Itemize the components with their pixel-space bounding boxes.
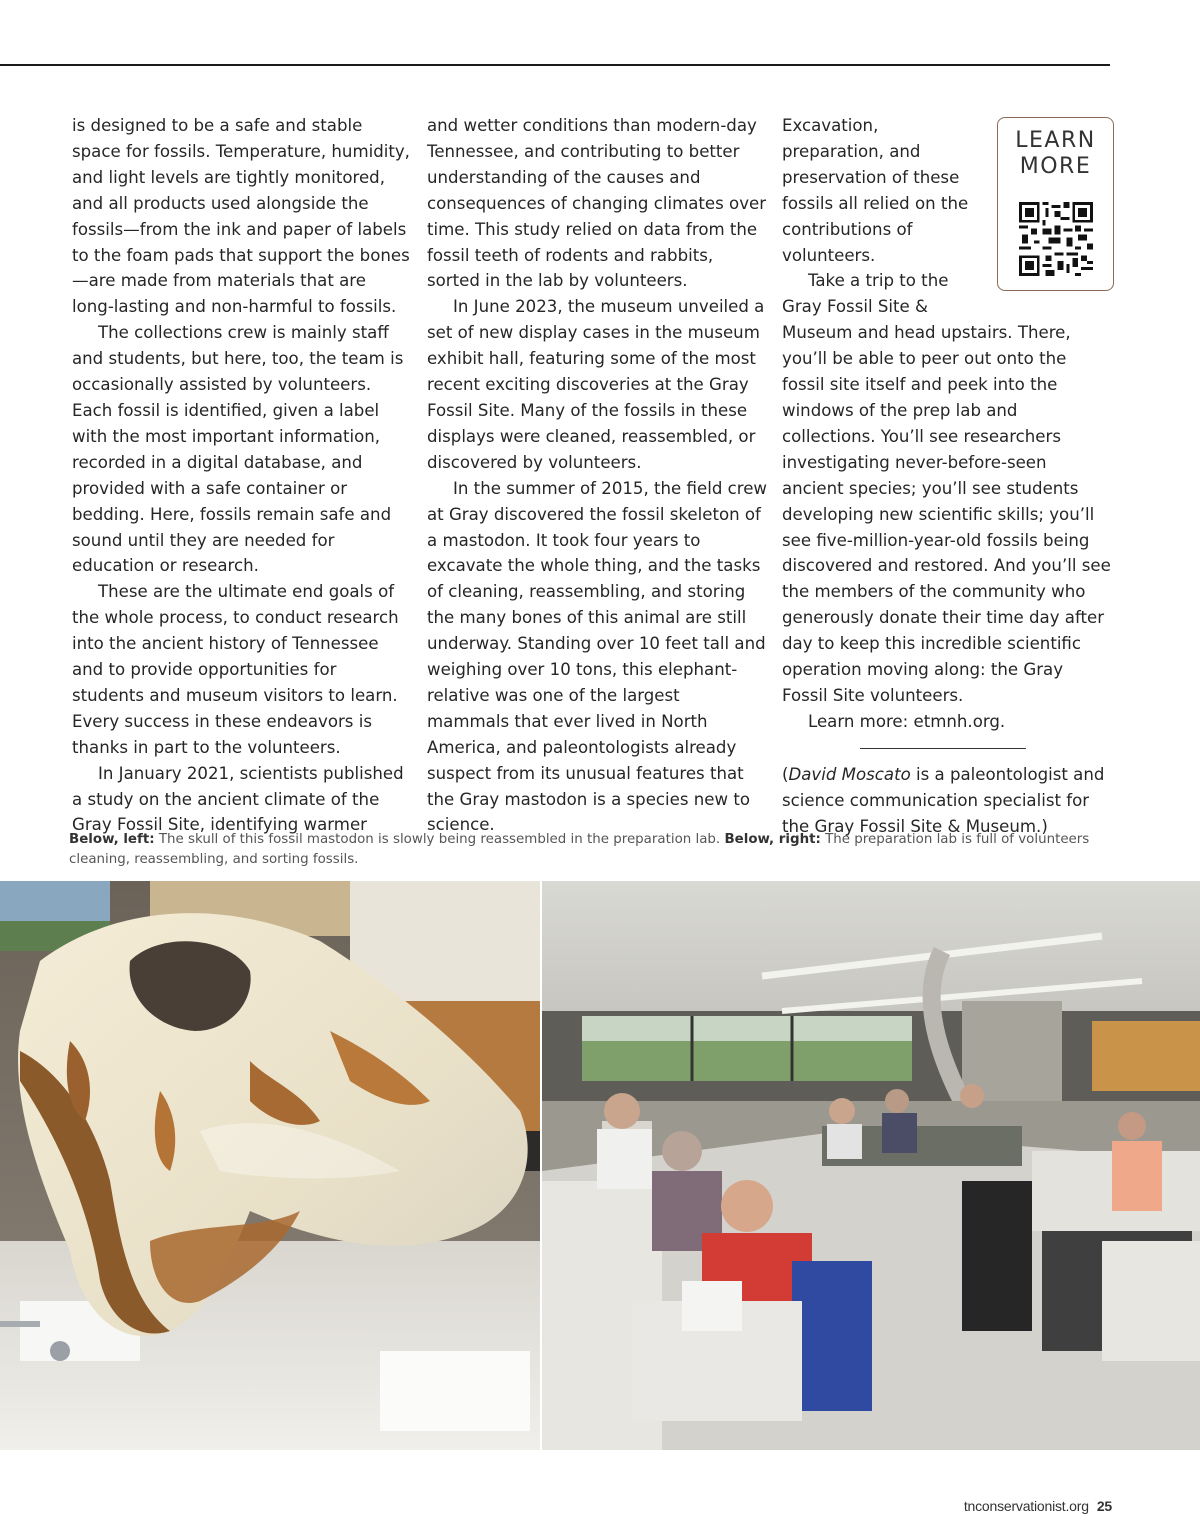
col1-paragraph-1: is designed to be a safe and stable space for fossils. Temperature, humidity, and light levels are tightly monitored, and all products used alongside the fossils—from the ink and paper of labels to the foam pads that support the bones—are made from materials that are long-lasting and non-harmful to fossils. xyxy=(72,116,410,317)
page-number: 25 xyxy=(1096,1498,1112,1514)
col3-paragraph-1: Excavation, preparation, and preservation of these fossils all relied on the contributions of volunteers. xyxy=(782,116,969,265)
col2-paragraph-3: In the summer of 2015, the field crew at Gray discovered the fossil skeleton of a mastodon. It took four years to excavate the whole thing, and the tasks of cleaning, reassembling, and storing the many bones of this animal are still underway. Standing over 10 feet tall and weighing over 10 tons, this elephant-relative was one of the largest mammals that ever lived in North America, and paleontologists already suspect from its unusual features that the Gray mastodon is a species new to science. xyxy=(427,478,767,835)
col3-paragraph-3: Learn more: etmnh.org. xyxy=(808,711,1006,731)
footer-site[interactable]: tnconservationist.org xyxy=(963,1498,1089,1514)
caption-left-label: Below, left: xyxy=(69,832,155,847)
caption-left-text: The skull of this fossil mastodon is slowly being reassembled in the preparation lab. xyxy=(154,832,725,847)
article-column-2 xyxy=(427,113,767,838)
article-column-3 xyxy=(782,113,1112,839)
learn-more-label-line2: MORE xyxy=(1019,154,1092,179)
page-footer xyxy=(964,1498,1112,1514)
col1-paragraph-2: The collections crew is mainly staff and students, but here, too, the team is occasionally assisted by volunteers. Each fossil is identified, given a label with the most important information, recorded in a digital database, and provided with a safe container or bedding. Here, fossils remain safe and sound until they are needed for education or research. xyxy=(72,323,404,576)
author-bio xyxy=(782,762,1112,840)
preparation-lab-photo xyxy=(542,881,1200,1450)
photo-caption xyxy=(69,830,1149,870)
learn-more-label-line1: LEARN xyxy=(1015,128,1096,153)
col2-paragraph-2: In June 2023, the museum unveiled a set of new display cases in the museum exhibit hall, featuring some of the most recent exciting discoveries at the Gray Fossil Site. Many of the fossils in these displays were cleaned, reassembled, or discovered by volunteers. xyxy=(427,297,765,472)
mastodon-skull-photo xyxy=(0,881,540,1450)
col1-paragraph-3: These are the ultimate end goals of the whole process, to conduct research into the ancient history of Tennessee and to provide opportunities for students and museum visitors to learn. Every success in these endeavors is thanks in part to the volunteers. xyxy=(72,582,399,757)
caption-right-text: The preparation lab is full of volunteers cleaning, reassembling, and sorting fossils. xyxy=(69,832,1090,867)
qr-code-icon[interactable] xyxy=(1019,202,1093,276)
col3-paragraph-2: Take a trip to the Gray Fossil Site & Museum and head upstairs. There, you’ll be able to peer out onto the fossil site itself and peek into the windows of the prep lab and collections. You’ll see researchers investigating never-before-seen ancient species; you’ll see students developing new scientific skills; you’ll see five-million-year-old fossils being discovered and restored. And you’ll see the members of the community who generously donate their time day after day to keep this incredible scientific operation moving along: the Gray Fossil Site volunteers. xyxy=(782,271,1111,705)
col2-paragraph-1: and wetter conditions than modern-day Tennessee, and contributing to better understanding of the causes and consequences of changing climates over time. This study relied on data from the fossil teeth of rodents and rabbits, sorted in the lab by volunteers. xyxy=(427,116,767,291)
bio-text: is a paleontologist and science communication specialist for the Gray Fossil Site & Museum.) xyxy=(782,764,1105,836)
article-end-rule xyxy=(860,748,1026,749)
col1-paragraph-4: In January 2021, scientists published a study on the ancient climate of the Gray Fossil Site, identifying warmer xyxy=(72,763,404,835)
bio-open-paren: ( xyxy=(782,764,789,784)
top-rule xyxy=(0,64,1110,66)
article-column-1 xyxy=(72,113,412,838)
caption-right-label: Below, right: xyxy=(724,832,821,847)
author-name: David Moscato xyxy=(788,764,911,784)
learn-more-box[interactable] xyxy=(997,117,1114,291)
